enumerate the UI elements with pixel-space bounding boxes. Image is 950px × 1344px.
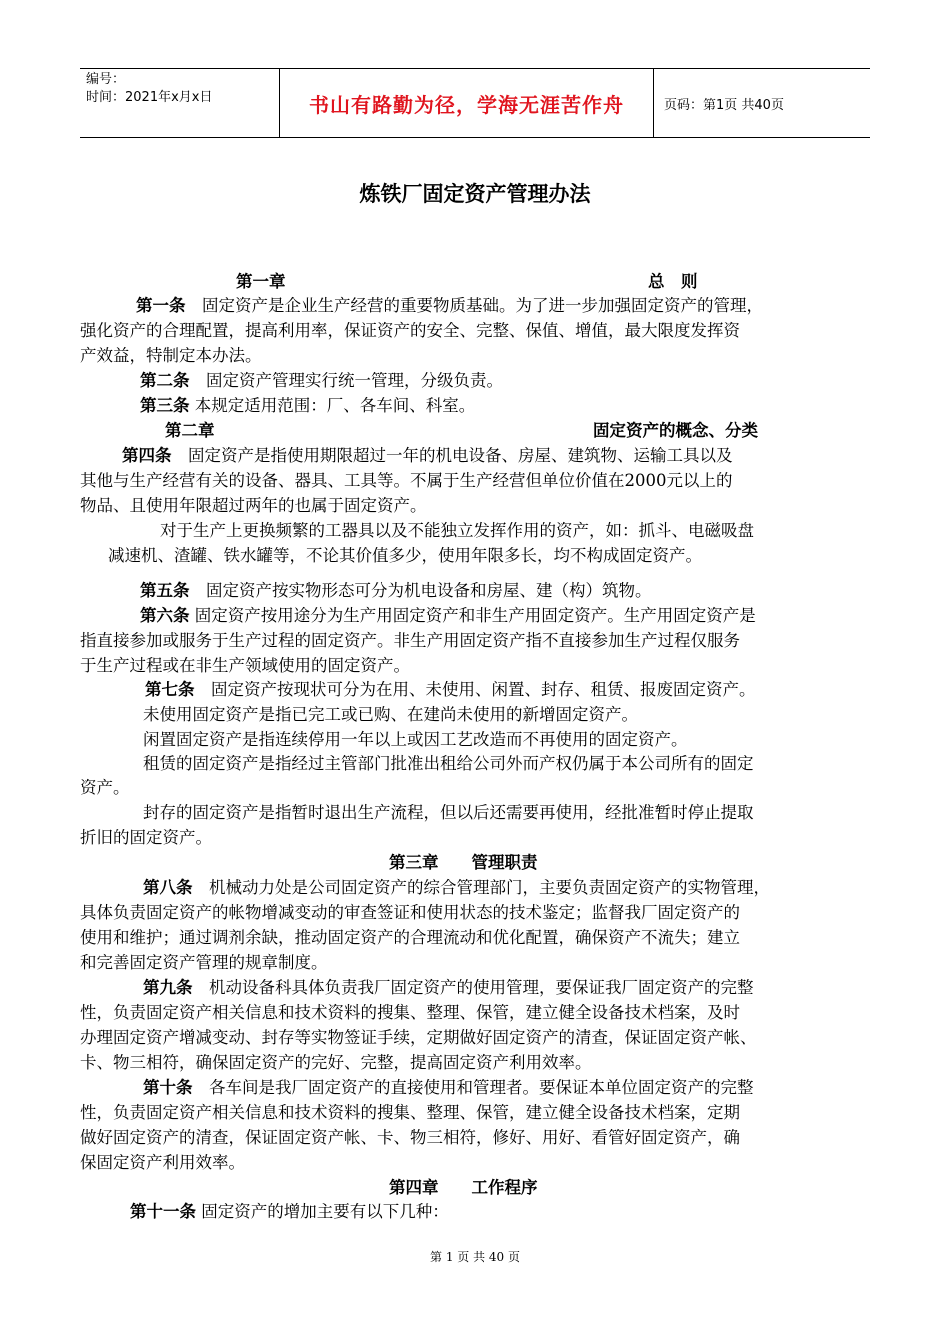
text-line [80,319,740,343]
article-heading: 第四条 [122,446,172,465]
article-heading: 第二章 [165,421,215,440]
text-line [143,976,754,1000]
line-text: 办理固定资产增减变动、封存等实物签证手续，定期做好固定资产的清查，保证固定资产帐、 [80,1028,757,1047]
number-label: 编号： [86,72,126,87]
header-table [80,68,870,138]
line-text: 使用和维护；通过调剂余缺，推动固定资产的合理流动和优化配置，确保资产不流失；建立 [80,928,740,947]
text-line [80,1151,245,1175]
text-line [80,1101,740,1125]
article-heading: 第三章 管理职责 [389,853,538,872]
line-text: 固定资产按用途分为生产用固定资产和非生产用固定资产。生产用固定资产是 [189,606,756,625]
text-line [80,926,740,950]
article-heading: 第二条 [140,371,190,390]
text-line [389,1176,538,1200]
line-text: 指直接参加或服务于生产过程的固定资产。非生产用固定资产指不直接参加生产过程仅服务 [80,631,740,650]
header-motto: 书山有路勤为径，学海无涯苦作舟 [280,69,654,137]
article-heading: 第六条 [140,606,190,625]
text-line [143,801,754,825]
line-text: 对于生产上更换频繁的工器具以及不能独立发挥作用的资产，如：抓斗、电磁吸盘 [160,521,754,540]
line-text: 减速机、渣罐、铁水罐等，不论其价值多少，使用年限多长，均不构成固定资产。 [108,546,702,565]
article-heading: 第一条 [136,296,186,315]
line-text: 固定资产是指使用期限超过一年的机电设备、房屋、建筑物、运输工具以及 [171,446,733,465]
text-line [136,294,763,318]
line-text: 强化资产的合理配置，提高利用率，保证资产的安全、完整、保值、增值，最大限度发挥资 [80,321,740,340]
line-text: 物品、且使用年限超过两年的也属于固定资产。 [80,496,427,515]
text-line [130,1200,449,1224]
text-line [165,419,215,443]
line-text: 机动设备科具体负责我厂固定资产的使用管理，要保证我厂固定资产的完整 [192,978,754,997]
line-text: 固定资产按实物形态可分为机电设备和房屋、建（构）筑物。 [189,581,652,600]
article-heading: 第三条 [140,396,190,415]
text-line [80,826,212,850]
text-line [145,678,756,702]
text-line [80,654,410,678]
text-line [80,1001,740,1025]
text-line [593,419,758,443]
text-line [143,728,688,752]
text-line [236,270,286,294]
line-text: 闲置固定资产是指连续停用一年以上或因工艺改造而不再使用的固定资产。 [143,730,688,749]
line-text: 性，负责固定资产相关信息和技术资料的搜集、整理、保管，建立健全设备技术档案，定期 [80,1103,740,1122]
line-text: 本规定适用范围：厂、各车间、科室。 [189,396,476,415]
text-line [143,752,754,776]
article-heading: 固定资产的概念、分类 [593,421,758,440]
article-heading: 第七条 [145,680,195,699]
line-text: 保固定资产利用效率。 [80,1153,245,1172]
line-text: 折旧的固定资产。 [80,828,212,847]
line-text: 做好固定资产的清查，保证固定资产帐、卡、物三相符，修好、用好、看管好固定资产，确 [80,1128,740,1147]
text-line [389,851,538,875]
line-text: 封存的固定资产是指暂时退出生产流程，但以后还需要再使用，经批准暂时停止提取 [143,803,754,822]
line-text: 性，负责固定资产相关信息和技术资料的搜集、整理、保管，建立健全设备技术档案，及时 [80,1003,740,1022]
text-line [80,951,328,975]
article-heading: 第八条 [143,878,193,897]
page-footer: 第 1 页 共 40 页 [430,1250,520,1264]
text-line [122,444,733,468]
text-line [80,344,262,368]
article-heading: 第五条 [140,581,190,600]
line-text: 和完善固定资产管理的规章制度。 [80,953,328,972]
line-text: 其他与生产经营有关的设备、器具、工具等。不属于生产经营但单位价值在2000元以上的 [80,471,733,490]
line-text: 于生产过程或在非生产领域使用的固定资产。 [80,656,410,675]
text-line [160,519,754,543]
text-line [80,1126,740,1150]
text-line [80,901,740,925]
line-text: 卡、物三相符，确保固定资产的完好、完整，提高固定资产利用效率。 [80,1053,592,1072]
text-line [140,604,756,628]
text-line [80,1051,592,1075]
text-line [108,544,702,568]
line-text: 租赁的固定资产是指经过主管部门批准出租给公司外而产权仍属于本公司所有的固定 [143,754,754,773]
article-heading: 第十条 [143,1078,193,1097]
text-line [80,469,733,493]
text-line [140,369,503,393]
document-title: 炼铁厂固定资产管理办法 [359,182,591,206]
text-line [143,1076,754,1100]
article-heading: 第十一条 [130,1202,196,1221]
line-text: 具体负责固定资产的帐物增减变动的审查签证和使用状态的技术鉴定；监督我厂固定资产的 [80,903,740,922]
article-heading: 总 则 [648,272,698,291]
line-text: 资产。 [80,778,130,797]
article-heading: 第四章 工作程序 [389,1178,538,1197]
text-line [140,394,475,418]
line-text: 各车间是我厂固定资产的直接使用和管理者。要保证本单位固定资产的完整 [192,1078,754,1097]
text-line [140,579,652,603]
header-page-info: 页码：第1页 共40页 [664,97,784,113]
line-text: 固定资产管理实行统一管理，分级负责。 [189,371,503,390]
text-line [80,629,740,653]
text-line [648,270,698,294]
text-line [80,776,130,800]
line-text: 未使用固定资产是指已完工或已购、在建尚未使用的新增固定资产。 [143,705,638,724]
line-text: 固定资产按现状可分为在用、未使用、闲置、封存、租赁、报废固定资产。 [194,680,756,699]
article-heading: 第九条 [143,978,193,997]
text-line [80,494,427,518]
line-text: 固定资产的增加主要有以下几种： [196,1202,449,1221]
text-line [143,876,770,900]
header-meta [80,69,280,137]
date-label: 时间：2021年x月x日 [86,90,213,105]
article-heading: 第一章 [236,272,286,291]
line-text: 固定资产是企业生产经营的重要物质基础。为了进一步加强固定资产的管理， [185,296,763,315]
line-text: 产效益，特制定本办法。 [80,346,262,365]
line-text: 机械动力处是公司固定资产的综合管理部门，主要负责固定资产的实物管理， [192,878,770,897]
text-line [80,1026,757,1050]
text-line [143,703,638,727]
